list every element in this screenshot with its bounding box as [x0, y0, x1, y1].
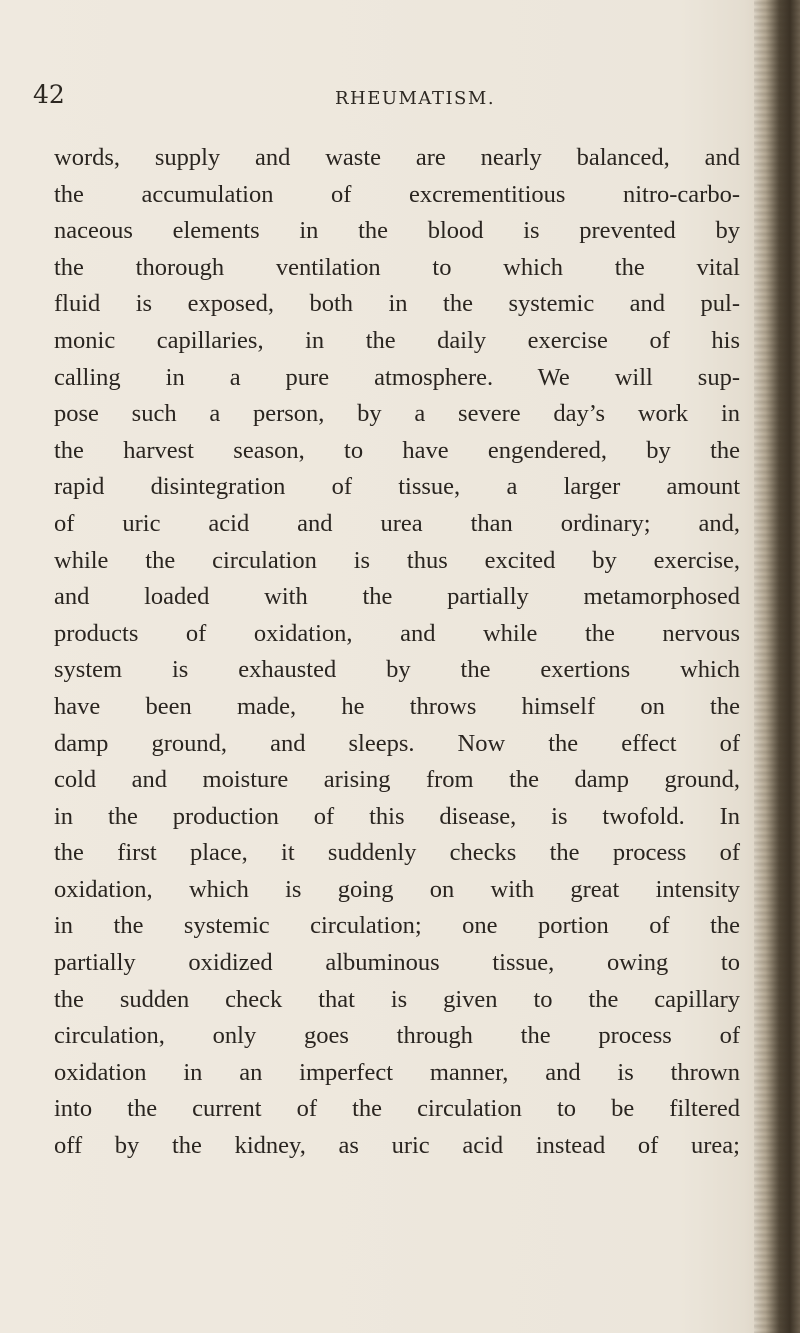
text-line: the sudden check that is given to the capillary [54, 985, 740, 1013]
text-line: oxidation, which is going on with great intensity [54, 875, 740, 903]
text-line: cold and moisture arising from the damp ground, [54, 766, 740, 794]
text-line: while the circulation is thus excited by exercise, [54, 546, 740, 574]
text-line: system is exhausted by the exertions which [54, 656, 740, 684]
text-line: off by the kidney, as uric acid instead of urea; [54, 1132, 740, 1160]
page-number: 42 [33, 80, 65, 109]
text-line: in the systemic circulation; one portion of the [54, 912, 740, 940]
text-line: have been made, he throws himself on the [54, 692, 740, 720]
body-text [54, 140, 740, 1165]
text-line: oxidation in an imperfect manner, and is thrown [54, 1058, 740, 1086]
text-line: pose such a person, by a severe day’s work in [54, 400, 740, 428]
text-line: the harvest season, to have engendered, by the [54, 436, 740, 464]
text-line: words, supply and waste are nearly balanced, and [54, 144, 740, 171]
page-binding-edge [754, 0, 800, 1333]
text-line: monic capillaries, in the daily exercise of his [54, 326, 740, 354]
text-line: in the production of this disease, is twofold. In [54, 802, 740, 830]
text-line: circulation, only goes through the process of [54, 1022, 740, 1050]
text-line: products of oxidation, and while the nervous [54, 619, 740, 647]
text-line: naceous elements in the blood is prevented by [54, 217, 740, 245]
running-head: RHEUMATISM. [334, 88, 496, 109]
text-line: of uric acid and urea than ordinary; and, [54, 509, 740, 537]
text-line: the first place, it suddenly checks the process of [54, 839, 740, 867]
text-line: and loaded with the partially metamorphosed [54, 583, 740, 611]
text-line: damp ground, and sleeps. Now the effect of [54, 729, 740, 757]
text-line: calling in a pure atmosphere. We will sup- [54, 363, 740, 391]
text-line: the thorough ventilation to which the vital [54, 253, 740, 281]
text-line: fluid is exposed, both in the systemic and pul- [54, 290, 740, 318]
text-line: the accumulation of excrementitious nitro-carbo- [54, 180, 740, 208]
text-line: into the current of the circulation to be filtered [54, 1095, 740, 1123]
text-line: rapid disintegration of tissue, a larger amount [54, 473, 740, 501]
text-line: partially oxidized albuminous tissue, owing to [54, 949, 740, 977]
